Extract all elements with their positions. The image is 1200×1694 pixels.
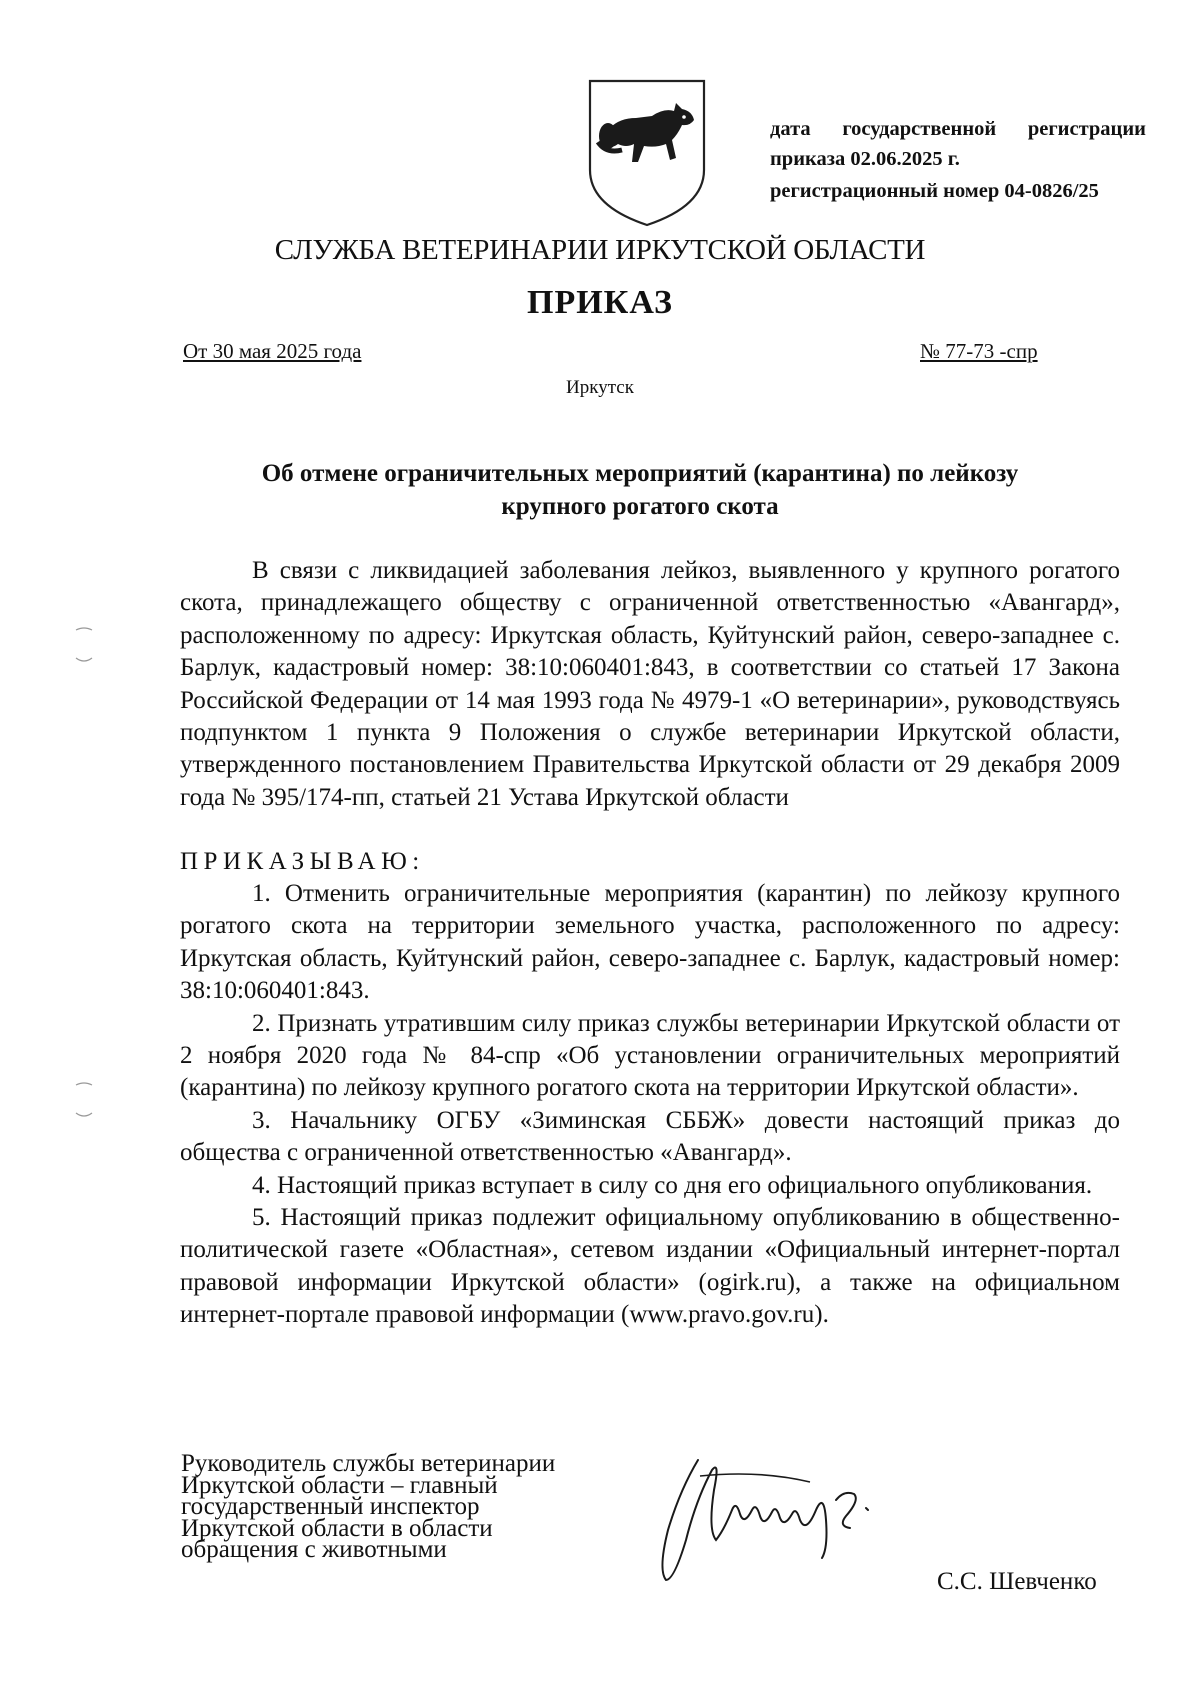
signatory-position-line: Иркутской области в области xyxy=(181,1514,493,1542)
signatory-position-line: обращения с животными xyxy=(181,1536,447,1563)
order-item-4: 4. Настоящий приказ вступает в силу со дня его официального опубликования. xyxy=(252,1171,1093,1199)
order-subject-line: Об отмене ограничительных мероприятий (карантина) по лейкозу xyxy=(261,460,1019,487)
signatory-position xyxy=(181,1450,556,1563)
order-number: № 77-73 -спр xyxy=(920,339,1038,363)
signatory-name: С.С. Шевченко xyxy=(937,1568,1097,1595)
agency-name: СЛУЖБА ВЕТЕРИНАРИИ ИРКУТСКОЙ ОБЛАСТИ xyxy=(274,234,926,266)
signatory-position-line: Руководитель службы ветеринарии xyxy=(181,1450,556,1477)
order-item-5: 5. Настоящий приказ подлежит официальному опубликованию в общественно-политической газете «Областная», сетевом издании «Официальный интернет-портал правовой информации Иркутской области» (ogirk.ru), а также на официальном интернет-портале правовой информации (www.pravo.gov.ru). xyxy=(180,1204,1120,1329)
order-word-text: ПРИКАЗЫВАЮ: xyxy=(180,848,425,875)
registration-date: приказа 02.06.2025 г. xyxy=(770,148,960,170)
handwritten-signature-icon xyxy=(640,1430,910,1600)
registration-date-label: дата государственной регистрации xyxy=(770,118,1146,140)
preamble-text: В связи с ликвидацией заболевания лейкоз, выявленного у крупного рогатого скота, принадлежащего обществу с ограниченной ответственностью «Авангард», расположенному по адресу: Иркутская область, Куйтунский район, северо-западнее с. Барлук, кадастровый номер: 38:10:060401:843, в соответствии со статьей 17 Закона Российской Федерации от 14 мая 1993 года № 4979-1 «О ветеринарии», руководствуясь подпунктом 1 пункта 9 Положения о службе ветеринарии Иркутской области, утвержденного постановлением Правительства Иркутской области от 29 декабря 2009 года № 395/174-пп, статьей 21 Устава Иркутской области xyxy=(180,557,1120,811)
order-preamble xyxy=(180,555,1120,814)
signatory-position-line: Иркутской области – главный xyxy=(181,1471,498,1499)
document-title: ПРИКАЗ xyxy=(527,284,673,321)
order-item-2: 2. Признать утратившим силу приказ службы ветеринарии Иркутской области от 2 ноября 2020 года № 84-спр «Об установлении ограничительных мероприятий (карантина) по лейкозу крупного рогатого скота на территории Иркутской области». xyxy=(180,1009,1120,1102)
scan-mark-icon xyxy=(70,1075,100,1125)
registration-number: регистрационный номер 04-0826/25 xyxy=(770,180,1099,202)
order-items xyxy=(180,878,1120,1332)
order-item-1: 1. Отменить ограничительные мероприятия (карантин) по лейкозу крупного рогатого скота на территории земельного участка, расположенного по адресу: Иркутская область, Куйтунский район, северо-западнее с. Барлук, кадастровый номер: 38:10:060401:843. xyxy=(180,880,1120,1005)
order-city: Иркутск xyxy=(566,377,634,398)
scan-mark-icon xyxy=(70,620,100,670)
irkutsk-coat-of-arms-icon xyxy=(586,78,708,228)
order-subject xyxy=(200,457,1080,523)
order-word xyxy=(180,846,1120,878)
order-item-3: 3. Начальнику ОГБУ «Зиминская СББЖ» довести настоящий приказ до общества с ограниченной ответственностью «Авангард». xyxy=(180,1106,1120,1167)
order-subject-line: крупного рогатого скота xyxy=(501,493,779,520)
order-date: От 30 мая 2025 года xyxy=(183,339,362,363)
signatory-position-line: государственный инспектор xyxy=(181,1493,480,1520)
